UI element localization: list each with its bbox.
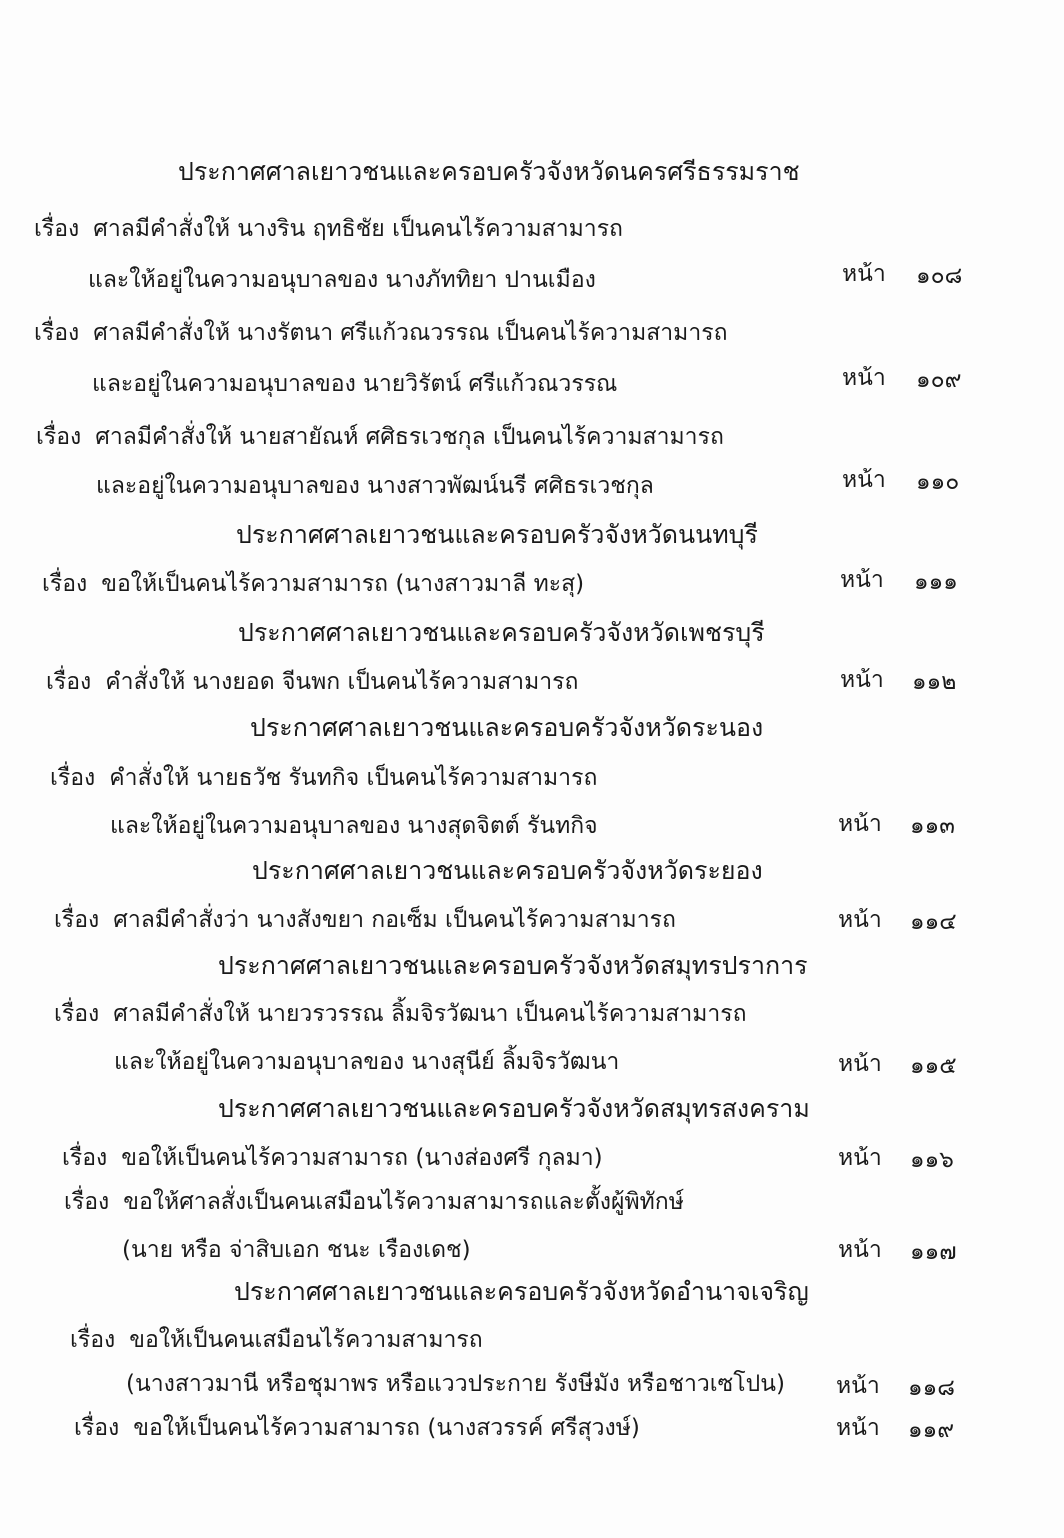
page-number: ๑๑๗ bbox=[910, 1239, 957, 1265]
entry-title: ศาลมีคำสั่งให้ นางรัตนา ศรีแก้วณวรรณ เป็นคนไร้ความสามารถ bbox=[93, 320, 728, 346]
entry-line2: (นางสาวมานี หรือชุมาพร หรือแววประกาย รังษีมัง หรือชาวเซโปน) bbox=[126, 1371, 785, 1397]
entry-title: ขอให้เป็นคนไร้ความสามารถ (นางส่องศรี กุลมา) bbox=[121, 1145, 603, 1171]
page-number: ๑๑๙ bbox=[908, 1417, 955, 1443]
entry-line1 bbox=[74, 1412, 640, 1444]
entry-title: ศาลมีคำสั่งให้ นายวรวรรณ ลิ้มจิรวัฒนา เป็นคนไร้ความสามารถ bbox=[113, 1001, 747, 1027]
entry-title: คำสั่งให้ นางยอด จีนพก เป็นคนไร้ความสามารถ bbox=[105, 669, 579, 695]
page-label: หน้า bbox=[842, 365, 886, 391]
section-heading: ประกาศศาลเยาวชนและครอบครัวจังหวัดสมุทรปราการ bbox=[218, 951, 808, 980]
page-number: ๑๐๘ bbox=[916, 263, 963, 289]
page-number: ๑๑๔ bbox=[910, 909, 957, 935]
page-label: หน้า bbox=[842, 261, 886, 287]
entry-line1 bbox=[42, 568, 584, 600]
entry-label: เรื่อง bbox=[46, 669, 92, 695]
entry-title: ขอให้เป็นคนเสมือนไร้ความสามารถ bbox=[129, 1327, 483, 1353]
entry-line1 bbox=[46, 666, 578, 698]
entry-label: เรื่อง bbox=[70, 1327, 116, 1353]
entry-label: เรื่อง bbox=[54, 1001, 100, 1027]
page-number: ๑๐๙ bbox=[916, 367, 962, 393]
entry-label: เรื่อง bbox=[34, 216, 80, 242]
page-number: ๑๑๐ bbox=[916, 469, 960, 495]
page-label: หน้า bbox=[840, 567, 884, 593]
page-label: หน้า bbox=[838, 907, 882, 933]
entry-line1 bbox=[54, 998, 747, 1030]
entry-line1 bbox=[34, 317, 728, 349]
entry-line2: และอยู่ในความอนุบาลของ นางสาวพัฒน์นรี ศศิธรเวชกุล bbox=[96, 473, 654, 499]
section-heading: ประกาศศาลเยาวชนและครอบครัวจังหวัดระยอง bbox=[252, 856, 763, 885]
entry-line1 bbox=[34, 213, 623, 245]
entry-label: เรื่อง bbox=[34, 320, 80, 346]
entry-line2: และอยู่ในความอนุบาลของ นายวิรัตน์ ศรีแก้วณวรรณ bbox=[92, 371, 618, 397]
section-heading: ประกาศศาลเยาวชนและครอบครัวจังหวัดอำนาจเจริญ bbox=[234, 1277, 809, 1306]
entry-line1 bbox=[70, 1324, 483, 1356]
page-label: หน้า bbox=[838, 1051, 882, 1077]
entry-title: ศาลมีคำสั่งให้ นายสายัณห์ ศศิธรเวชกุล เป็นคนไร้ความสามารถ bbox=[95, 424, 724, 450]
entry-line2: และให้อยู่ในความอนุบาลของ นางภัททิยา ปานเมือง bbox=[88, 267, 596, 293]
entry-line1 bbox=[36, 421, 724, 453]
entry-line2: และให้อยู่ในความอนุบาลของ นางสุดจิตต์ รันทกิจ bbox=[110, 813, 598, 839]
page-label: หน้า bbox=[836, 1373, 880, 1399]
entry-line2: (นาย หรือ จ่าสิบเอก ชนะ เรืองเดช) bbox=[122, 1237, 471, 1263]
page-label: หน้า bbox=[838, 1237, 882, 1263]
entry-label: เรื่อง bbox=[36, 424, 82, 450]
entry-title: ขอให้เป็นคนไร้ความสามารถ (นางสวรรค์ ศรีสุวงษ์) bbox=[133, 1415, 640, 1441]
entry-line1 bbox=[64, 1186, 684, 1218]
page-label: หน้า bbox=[838, 1145, 882, 1171]
entry-line1 bbox=[50, 762, 597, 794]
entry-label: เรื่อง bbox=[50, 765, 96, 791]
page-number: ๑๑๓ bbox=[910, 813, 955, 839]
page-number: ๑๑๑ bbox=[914, 569, 958, 595]
page-number: ๑๑๒ bbox=[912, 669, 957, 695]
entry-title: ขอให้เป็นคนไร้ความสามารถ (นางสาวมาลี ทะสุ) bbox=[101, 571, 585, 597]
page-label: หน้า bbox=[836, 1415, 880, 1441]
page-label: หน้า bbox=[840, 667, 884, 693]
page-number: ๑๑๕ bbox=[910, 1053, 957, 1079]
page-number: ๑๑๖ bbox=[910, 1147, 954, 1173]
entry-label: เรื่อง bbox=[64, 1189, 110, 1215]
section-heading: ประกาศศาลเยาวชนและครอบครัวจังหวัดนนทบุรี bbox=[236, 520, 758, 549]
entry-title: ขอให้ศาลสั่งเป็นคนเสมือนไร้ความสามารถและตั้งผู้พิทักษ์ bbox=[123, 1189, 684, 1215]
page-label: หน้า bbox=[842, 467, 886, 493]
entry-label: เรื่อง bbox=[42, 571, 88, 597]
entry-title: ศาลมีคำสั่งให้ นางริน ฤทธิชัย เป็นคนไร้ความสามารถ bbox=[93, 216, 623, 242]
section-heading: ประกาศศาลเยาวชนและครอบครัวจังหวัดเพชรบุรี bbox=[238, 618, 765, 647]
entry-line2: และให้อยู่ในความอนุบาลของ นางสุนีย์ ลิ้มจิรวัฒนา bbox=[114, 1049, 620, 1075]
page-number: ๑๑๘ bbox=[908, 1375, 955, 1401]
entry-title: คำสั่งให้ นายธวัช รันทกิจ เป็นคนไร้ความสามารถ bbox=[109, 765, 598, 791]
entry-label: เรื่อง bbox=[62, 1145, 108, 1171]
entry-line1 bbox=[54, 904, 676, 936]
entry-label: เรื่อง bbox=[74, 1415, 120, 1441]
section-heading: ประกาศศาลเยาวชนและครอบครัวจังหวัดนครศรีธรรมราช bbox=[178, 157, 800, 186]
section-heading: ประกาศศาลเยาวชนและครอบครัวจังหวัดสมุทรสงคราม bbox=[218, 1094, 810, 1123]
section-heading: ประกาศศาลเยาวชนและครอบครัวจังหวัดระนอง bbox=[250, 713, 764, 742]
entry-title: ศาลมีคำสั่งว่า นางสังขยา กอเซ็ม เป็นคนไร้ความสามารถ bbox=[113, 907, 676, 933]
entry-label: เรื่อง bbox=[54, 907, 100, 933]
entry-line1 bbox=[62, 1142, 603, 1174]
page-label: หน้า bbox=[838, 811, 882, 837]
